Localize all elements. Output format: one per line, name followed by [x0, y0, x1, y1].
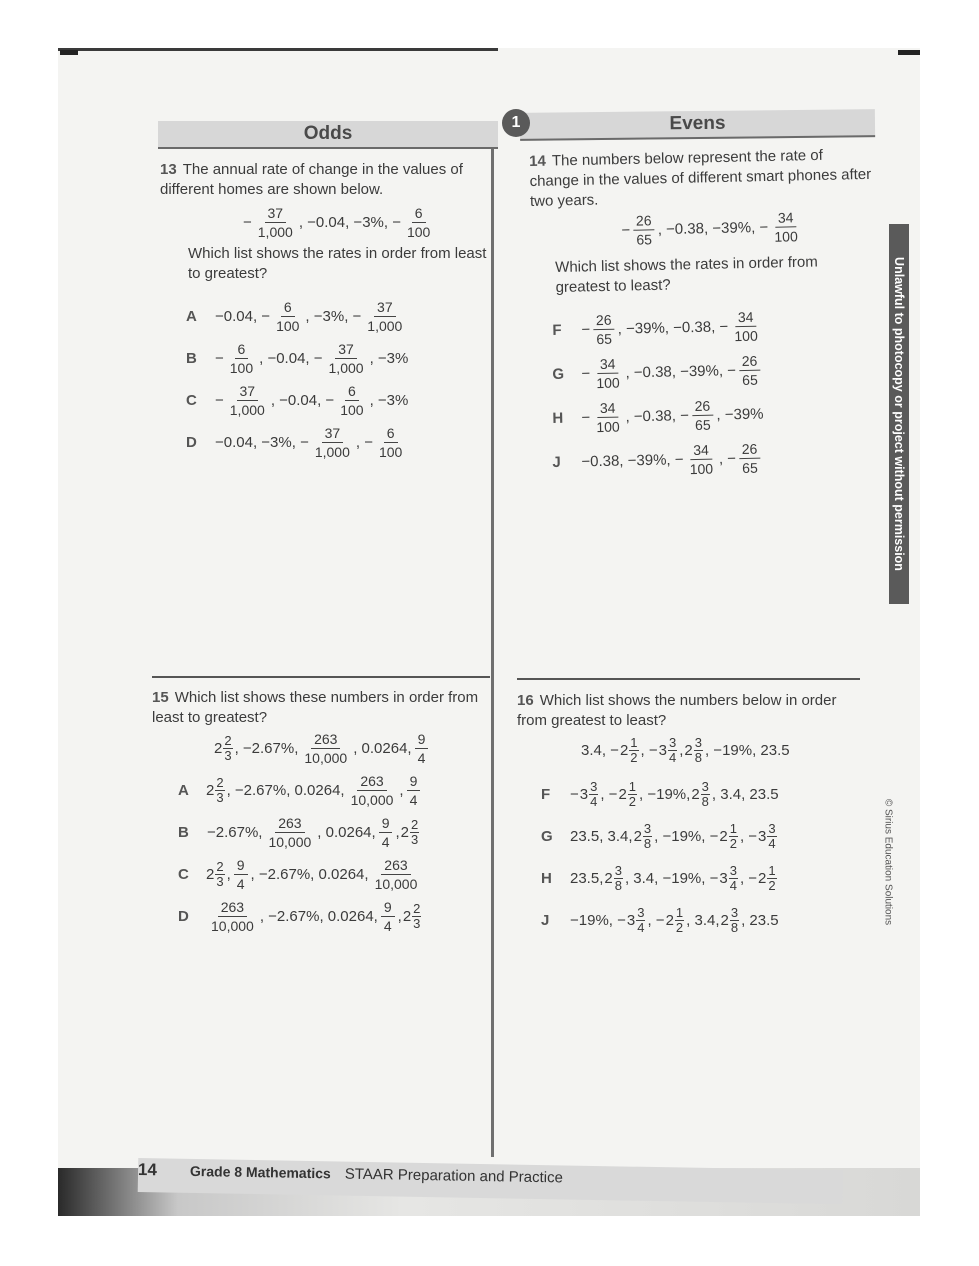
q13-stem: − $\frac{37}{1,000}$ , −0.04, −3%, − $\frac{6}{100}$: [242, 204, 435, 241]
mixed-number: 2 $\frac{2}{3}$: [400, 817, 419, 847]
mixed-number: 2 $\frac{3}{8}$: [720, 905, 739, 935]
choice-letter: C: [178, 866, 189, 883]
book-title: Grade 8 Mathematics: [189, 1162, 331, 1182]
fraction: $\frac{26}{65}$: [691, 397, 713, 434]
fraction: $\frac{26}{65}$: [593, 311, 615, 348]
question-text: Which list shows the numbers below in order from greatest to least?: [517, 692, 837, 729]
choice-letter: G: [552, 365, 565, 383]
answer-choice-a[interactable]: A −0.04, − $\frac{6}{100}$ , −3%, − $\frac{37}{1,000}$: [186, 298, 407, 335]
fraction: $\frac{6}{100}$: [229, 341, 254, 376]
q14-stem: − $\frac{26}{65}$ , −0.38, −39%, − $\frac{34}{100}$: [620, 208, 803, 249]
answer-choice-a[interactable]: A 2 $\frac{2}{3}$ , −2.67%, 0.0264, $\frac{263}{10,000}$ , $\frac{9}{4}$: [178, 772, 422, 809]
question-text: The numbers below represent the rate of change in the values of different smart phones after two years.: [529, 146, 872, 210]
choice-letter: A: [186, 308, 197, 325]
top-edge-line: [58, 48, 498, 51]
fraction: $\frac{263}{10,000}$: [374, 857, 418, 892]
choice-letter: C: [186, 392, 197, 409]
fraction: $\frac{263}{10,000}$: [268, 815, 312, 850]
answer-choice-b[interactable]: B −2.67%, $\frac{263}{10,000}$ , 0.0264, $\frac{9}{4}$ , 2 $\frac{2}{3}$: [178, 815, 419, 850]
mixed-number: 3 $\frac{3}{4}$: [626, 905, 645, 935]
page-number: 14: [137, 1160, 158, 1180]
fraction: $\frac{34}{100}$: [596, 355, 620, 392]
choice-letter: F: [552, 321, 562, 339]
question-number: 14: [529, 152, 547, 170]
choice-letter: D: [186, 434, 197, 451]
fraction: $\frac{37}{1,000}$: [257, 205, 293, 240]
fraction: $\frac{9}{4}$: [381, 898, 395, 935]
fraction: $\frac{6}{100}$: [340, 383, 364, 418]
question-16: [517, 691, 857, 731]
answer-choice-h[interactable]: H − $\frac{34}{100}$ , −0.38, − $\frac{26}{65}$ , −39%: [552, 397, 764, 436]
answer-choice-j[interactable]: J −19%, − 3 $\frac{3}{4}$ , − 2 $\frac{1}{2}$ , 3.4, 2 $\frac{3}{8}$ , 23.5: [541, 905, 779, 935]
answer-choice-j[interactable]: J −0.38, −39%, − $\frac{34}{100}$ , − $\frac{26}{65}$: [552, 440, 763, 481]
choice-letter: J: [541, 912, 550, 929]
copyright-notice: Unlawful to photocopy or project without permission: [892, 257, 906, 571]
mixed-number: 2 $\frac{1}{2}$: [618, 779, 637, 809]
choice-letter: J: [552, 453, 561, 471]
question-text: Which list shows these numbers in order from least to greatest?: [152, 689, 479, 726]
fraction: $\frac{263}{10,000}$: [350, 773, 394, 808]
mixed-number: 2 $\frac{2}{3}$: [214, 733, 232, 763]
mixed-number: 2 $\frac{1}{2}$: [665, 905, 684, 935]
question-13-prompt: Which list shows the rates in order from least to greatest?: [188, 245, 487, 282]
mixed-number: 3 $\frac{3}{4}$: [758, 821, 776, 851]
choice-letter: B: [186, 350, 197, 367]
choice-letter: D: [178, 908, 189, 925]
fraction: $\frac{263}{10,000}$: [304, 731, 348, 766]
answer-choice-g[interactable]: G 23.5, 3.4, 2 $\frac{3}{8}$ , −19%, − 2 $\frac{1}{2}$ , − 3 $\frac{3}{4}$: [541, 821, 776, 851]
mixed-number: 2 $\frac{3}{8}$: [604, 863, 622, 893]
fraction: $\frac{9}{4}$: [415, 730, 429, 767]
mixed-number: 3 $\frac{3}{4}$: [658, 735, 677, 765]
fraction: $\frac{263}{10,000}$: [211, 899, 254, 934]
fraction: $\frac{9}{4}$: [407, 772, 421, 809]
mixed-number: 2 $\frac{2}{3}$: [402, 901, 421, 931]
answer-choice-d[interactable]: D $\frac{263}{10,000}$ , −2.67%, 0.0264, $\frac{9}{4}$ , 2 $\frac{2}{3}$: [178, 899, 421, 934]
fraction: $\frac{34}{100}$: [689, 441, 714, 478]
fraction: $\frac{9}{4}$: [379, 814, 393, 851]
mixed-number: 2 $\frac{2}{3}$: [206, 775, 224, 805]
answer-choice-c[interactable]: C − $\frac{37}{1,000}$ , −0.04, − $\frac{6}{100}$ , −3%: [186, 383, 409, 418]
fraction: $\frac{9}{4}$: [234, 856, 248, 893]
fraction: $\frac{6}{100}$: [276, 299, 300, 334]
evens-header: [520, 109, 875, 141]
answer-choice-b[interactable]: B − $\frac{6}{100}$ , −0.04, − $\frac{37}{1,000}$ , −3%: [186, 341, 409, 376]
question-text: The annual rate of change in the values of different homes are shown below.: [160, 161, 463, 198]
answer-choice-h[interactable]: H 23.5, 2 $\frac{3}{8}$ , 3.4, −19%, − 3 $\frac{3}{4}$ , − 2 $\frac{1}{2}$: [541, 863, 776, 893]
choice-letter: H: [541, 870, 552, 887]
section-separator: [152, 676, 490, 678]
fraction: $\frac{37}{1,000}$: [328, 341, 364, 376]
mixed-number: 2 $\frac{3}{8}$: [691, 779, 709, 809]
fraction: $\frac{26}{65}$: [633, 211, 655, 248]
book-subtitle: STAAR Preparation and Practice: [344, 1165, 564, 1186]
answer-choice-d[interactable]: D −0.04, −3%, − $\frac{37}{1,000}$ , − $\frac{6}{100}$: [186, 424, 407, 461]
mixed-number: 3 $\frac{3}{4}$: [579, 779, 598, 809]
question-14-prompt: Which list shows the rates in order from greatest to least?: [555, 253, 818, 296]
mixed-number: 2 $\frac{2}{3}$: [206, 859, 224, 889]
answer-choice-g[interactable]: G − $\frac{34}{100}$ , −0.38, −39%, − $\frac{26}{65}$: [552, 352, 763, 393]
corner-mark-right: [898, 50, 920, 55]
choice-letter: B: [178, 824, 189, 841]
column-divider: [491, 135, 494, 1157]
fraction: $\frac{6}{100}$: [406, 205, 431, 240]
mixed-number: 2 $\frac{3}{8}$: [633, 821, 652, 851]
publisher-credit: © Sirius Education Solutions: [882, 798, 894, 926]
choice-letter: H: [552, 409, 564, 427]
section-number-badge: 1: [502, 109, 530, 137]
question-14: [529, 145, 875, 212]
odds-header-label: Odds: [303, 123, 353, 144]
choice-letter: A: [178, 782, 189, 799]
fraction: $\frac{34}{100}$: [774, 209, 798, 245]
fraction: $\frac{26}{65}$: [739, 440, 761, 477]
mixed-number: 2 $\frac{1}{2}$: [719, 821, 737, 851]
evens-header-label: Evens: [669, 112, 726, 135]
fraction: $\frac{37}{1,000}$: [314, 425, 350, 460]
question-number: 13: [160, 161, 177, 178]
mixed-number: 3 $\frac{3}{4}$: [719, 863, 737, 893]
section-separator: [517, 678, 860, 680]
question-number: 15: [152, 689, 169, 706]
answer-choice-f[interactable]: F − $\frac{26}{65}$ , −39%, −0.38, − $\frac{34}{100}$: [552, 308, 763, 349]
corner-mark-left: [60, 50, 78, 55]
fraction: $\frac{34}{100}$: [596, 399, 620, 436]
mixed-number: 2 $\frac{1}{2}$: [758, 863, 776, 893]
q16-stem: 3.4, − 2 $\frac{1}{2}$ , − 3 $\frac{3}{4}$ , 2 $\frac{3}{8}$ , −19%, 23.5: [581, 735, 790, 765]
mixed-number: 2 $\frac{1}{2}$: [619, 735, 638, 765]
fraction: $\frac{26}{65}$: [739, 352, 761, 389]
choice-letter: F: [541, 786, 551, 803]
answer-choice-c[interactable]: C 2 $\frac{2}{3}$ , $\frac{9}{4}$ , −2.67%, 0.0264, $\frac{263}{10,000}$: [178, 856, 422, 893]
question-13: [160, 160, 505, 200]
question-number: 16: [517, 692, 534, 709]
odds-header: [158, 121, 498, 149]
fraction: $\frac{34}{100}$: [734, 308, 758, 345]
choice-letter: G: [541, 828, 553, 845]
fraction: $\frac{37}{1,000}$: [229, 383, 265, 418]
mixed-number: 2 $\frac{3}{8}$: [684, 735, 702, 765]
answer-choice-f[interactable]: F − 3 $\frac{3}{4}$ , − 2 $\frac{1}{2}$ , −19%, 2 $\frac{3}{8}$ , 3.4, 23.5: [541, 779, 779, 809]
fraction: $\frac{6}{100}$: [378, 425, 403, 460]
question-15: [152, 688, 487, 728]
q15-stem: 2 $\frac{2}{3}$ , −2.67%, $\frac{263}{10,000}$ , 0.0264, $\frac{9}{4}$: [214, 730, 430, 767]
fraction: $\frac{37}{1,000}$: [367, 299, 403, 334]
